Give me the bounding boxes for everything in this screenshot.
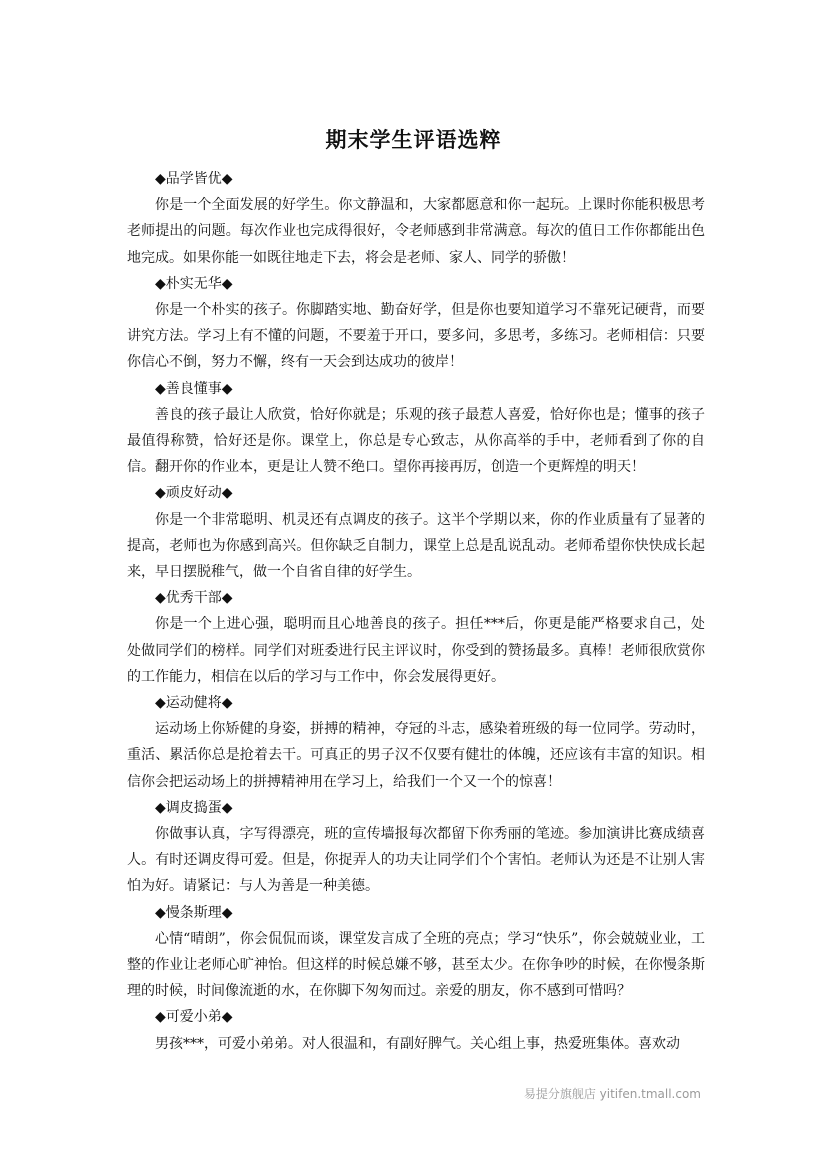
- section-yundong: [127, 690, 705, 795]
- section-wanpi: [127, 480, 705, 585]
- section-shanliang: [127, 376, 705, 481]
- section-text: 你做事认真，字写得漂亮，班的宣传墙报每次都留下你秀丽的笔迹。参加演讲比赛成绩喜人。有时还调皮得可爱。但是，你捉弄人的功夫让同学们个个害怕。老师认为还是不让别人害怕为好。请紧记：与人为善是一种美德。: [127, 825, 705, 895]
- section-text: 善良的孩子最让人欣赏，恰好你就是；乐观的孩子最惹人喜爱，恰好你也是；懂事的孩子最值得称赞，恰好还是你。课堂上，你总是专心致志，从你高举的手中，老师看到了你的自信。翻开你的作业本，更是让人赞不绝口。望你再接再厉，创造一个更辉煌的明天！: [127, 406, 705, 476]
- section-pinxue: [127, 166, 705, 271]
- section-heading: ◆朴实无华◆: [155, 275, 233, 292]
- section-ganbu: [127, 585, 705, 690]
- section-heading: ◆品学皆优◆: [155, 171, 233, 187]
- footer-watermark: 易提分旗舰店 yitifen.tmall.com: [523, 1087, 701, 1101]
- section-text: 你是一个上进心强，聪明而且心地善良的孩子。担任***后，你更是能严格要求自己，处处做同学们的榜样。同学们对班委进行民主评议时，你受到的赞扬最多。真棒！老师很欣赏你的工作能力，相信在以后的学习与工作中，你会发展得更好。: [127, 616, 705, 685]
- section-heading: ◆运动健将◆: [155, 694, 233, 711]
- section-heading: ◆顽皮好动◆: [155, 485, 233, 502]
- section-text: 你是一个全面发展的好学生。你文静温和，大家都愿意和你一起玩。上课时你能积极思考老师提出的问题。每次作业也完成得很好，令老师感到非常满意。每次的值日工作你都能出色地完成。如果你能一如既往地走下去，将会是老师、家人、同学的骄傲！: [127, 197, 705, 266]
- section-text: 心情“晴朗”，你会侃侃而谈，课堂发言成了全班的亮点；学习“快乐”，你会兢兢业业，工整的作业让老师心旷神怡。但这样的时候总嫌不够，甚至太少。在你争吵的时候，在你慢条斯理的时候，时间像流逝的水，在你脚下匆匆而过。亲爱的朋友，你不感到可惜吗？: [127, 930, 705, 1000]
- section-mantiao: [127, 900, 705, 1005]
- section-heading: ◆调皮捣蛋◆: [155, 799, 233, 816]
- section-text: 你是一个朴实的孩子。你脚踏实地、勤奋好学，但是你也要知道学习不靠死记硬背，而要讲究方法。学习上有不懂的问题，不要羞于开口，要多问，多思考，多练习。老师相信：只要你信心不倒，努力不懈，终有一天会到达成功的彼岸！: [127, 301, 705, 371]
- document-title: 期末学生评语选粹: [325, 128, 502, 152]
- section-tiaopi: [127, 795, 705, 900]
- section-pushi: [127, 271, 705, 376]
- section-heading: ◆可爱小弟◆: [155, 1009, 233, 1026]
- section-heading: ◆善良懂事◆: [155, 380, 233, 397]
- section-text: 男孩***，可爱小弟弟。对人很温和，有副好脾气。关心组上事，热爱班集体。喜欢动: [155, 1035, 680, 1052]
- section-heading: ◆优秀干部◆: [155, 590, 233, 607]
- section-text: 你是一个非常聪明、机灵还有点调皮的孩子。这半个学期以来，你的作业质量有了显著的提高，老师也为你感到高兴。但你缺乏自制力，课堂上总是乱说乱动。老师希望你快快成长起来，早日摆脱稚气，做一个自省自律的好学生。: [127, 511, 705, 580]
- section-heading: ◆慢条斯理◆: [155, 904, 233, 921]
- section-text: 运动场上你矫健的身姿，拼搏的精神，夺冠的斗志，感染着班级的每一位同学。劳动时，重活、累活你总是抢着去干。可真正的男子汉不仅要有健壮的体魄，还应该有丰富的知识。相信你会把运动场上的拼搏精神用在学习上，给我们一个又一个的惊喜！: [127, 721, 705, 790]
- section-keai: [127, 1004, 705, 1056]
- document-body: [127, 166, 705, 1057]
